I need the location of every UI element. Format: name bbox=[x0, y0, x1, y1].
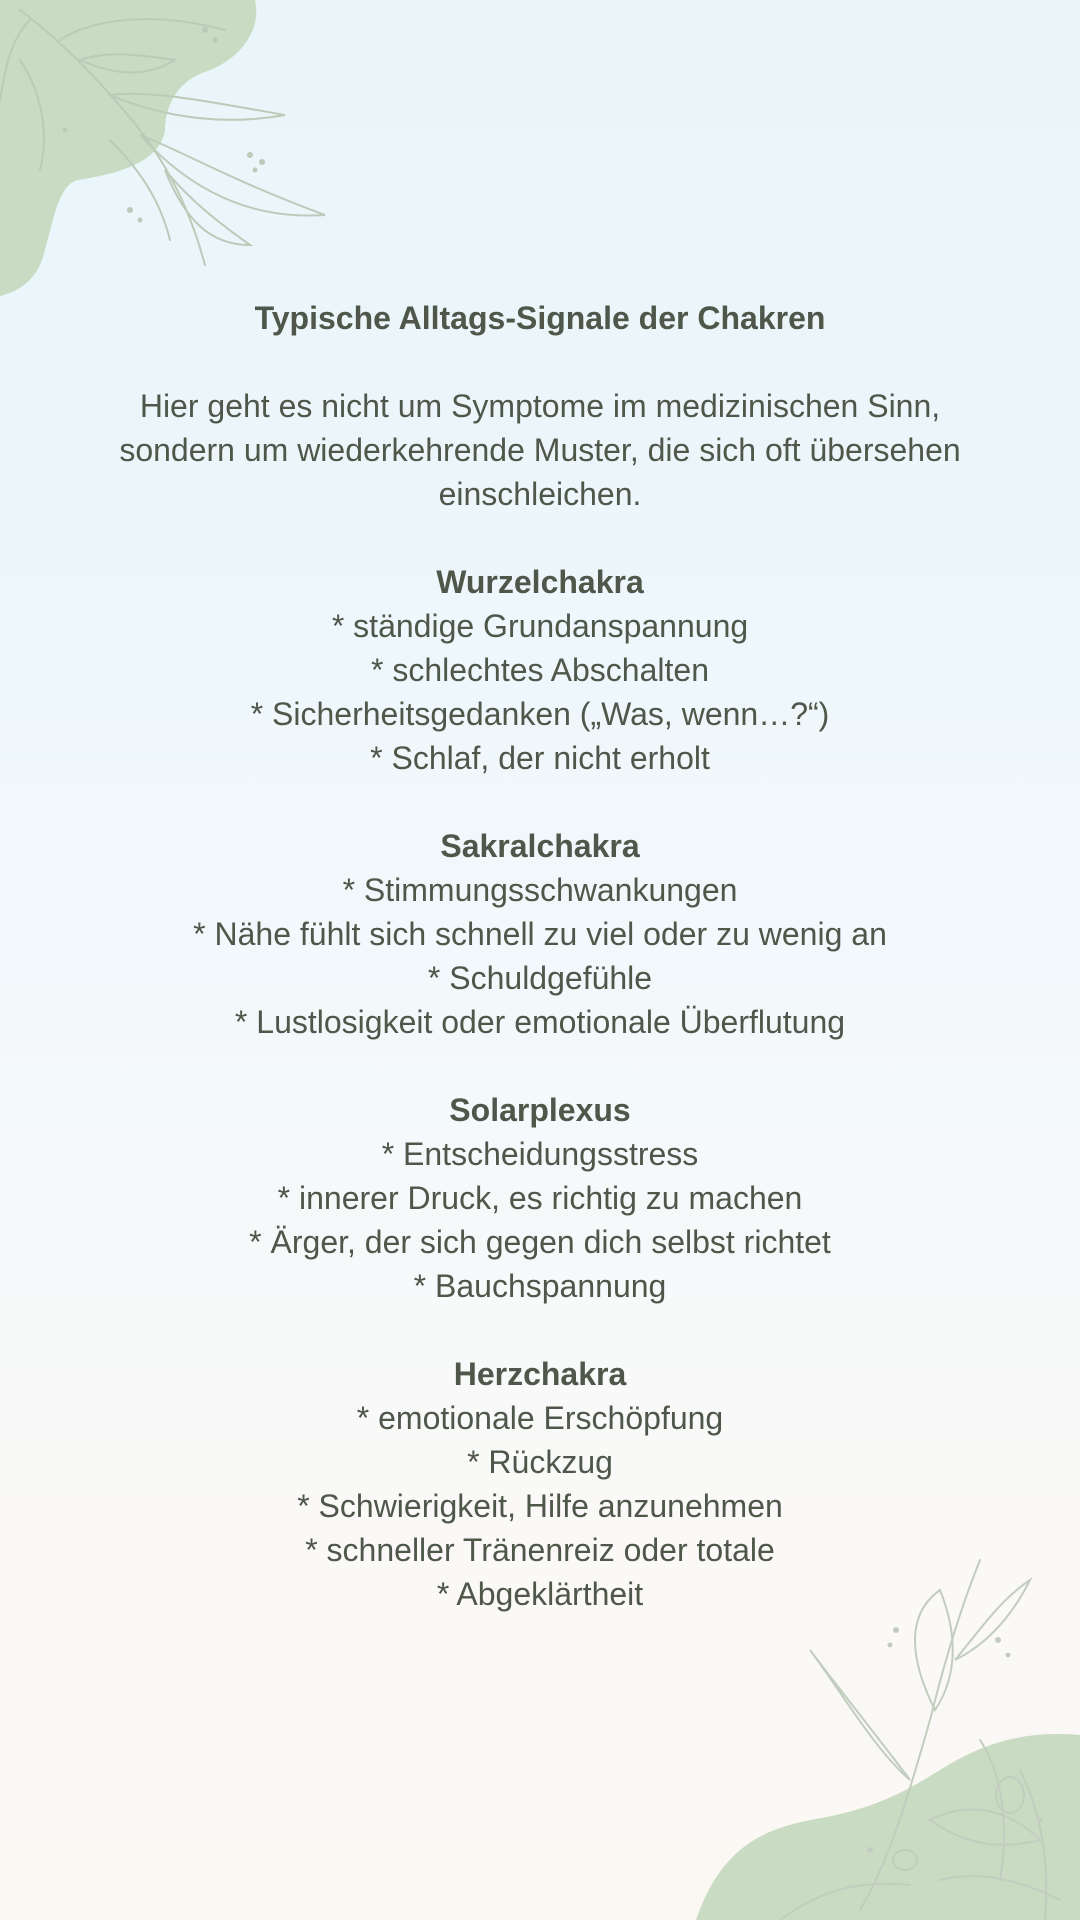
top-left-green-blob bbox=[0, 0, 256, 296]
list-item: * emotionale Erschöpfung bbox=[356, 1400, 724, 1436]
list-item: * Schlaf, der nicht erholt bbox=[370, 740, 710, 776]
section-item-list bbox=[60, 1132, 1020, 1308]
list-item: * ständige Grundanspannung bbox=[331, 608, 749, 644]
list-item: * Nähe fühlt sich schnell zu viel oder zu wenig an bbox=[193, 916, 887, 952]
section-item-list bbox=[60, 868, 1020, 1044]
section-wurzelchakra bbox=[60, 560, 1020, 780]
section-heading: Wurzelchakra bbox=[436, 564, 644, 600]
list-item: * Lustlosigkeit oder emotionale Überflutung bbox=[234, 1004, 846, 1040]
main-content bbox=[60, 296, 1020, 1616]
section-heading: Herzchakra bbox=[453, 1356, 627, 1392]
top-left-leaf-decoration bbox=[0, 0, 340, 300]
list-item: * Bauchspannung bbox=[413, 1268, 667, 1304]
list-item: * Ärger, der sich gegen dich selbst richtet bbox=[249, 1224, 831, 1260]
section-item-list bbox=[60, 604, 1020, 780]
bottom-right-green-blob bbox=[696, 1734, 1080, 1920]
list-item: * Schwierigkeit, Hilfe anzunehmen bbox=[297, 1488, 783, 1524]
section-solarplexus bbox=[60, 1088, 1020, 1308]
list-item: * Rückzug bbox=[467, 1444, 613, 1480]
section-sakralchakra bbox=[60, 824, 1020, 1044]
section-heading: Sakralchakra bbox=[440, 828, 640, 864]
list-item: * innerer Druck, es richtig zu machen bbox=[277, 1180, 803, 1216]
list-item: * schlechtes Abschalten bbox=[371, 652, 709, 688]
section-herzchakra bbox=[60, 1352, 1020, 1616]
list-item: * Stimmungsschwankungen bbox=[342, 872, 738, 908]
list-item: * schneller Tränenreiz oder totale bbox=[305, 1532, 775, 1568]
intro-paragraph: Hier geht es nicht um Symptome im medizinischen Sinn, sondern um wiederkehrende Muster, die sich oft übersehen einschleichen. bbox=[119, 388, 961, 512]
list-item: * Abgeklärtheit bbox=[436, 1576, 644, 1612]
section-item-list bbox=[60, 1396, 1020, 1616]
section-heading: Solarplexus bbox=[449, 1092, 631, 1128]
leaf-branch-icon bbox=[0, 10, 325, 265]
list-item: * Schuldgefühle bbox=[427, 960, 653, 996]
list-item: * Entscheidungsstress bbox=[381, 1136, 699, 1172]
list-item: * Sicherheitsgedanken („Was, wenn…?“) bbox=[250, 696, 830, 732]
page-title: Typische Alltags-Signale der Chakren bbox=[254, 300, 826, 336]
